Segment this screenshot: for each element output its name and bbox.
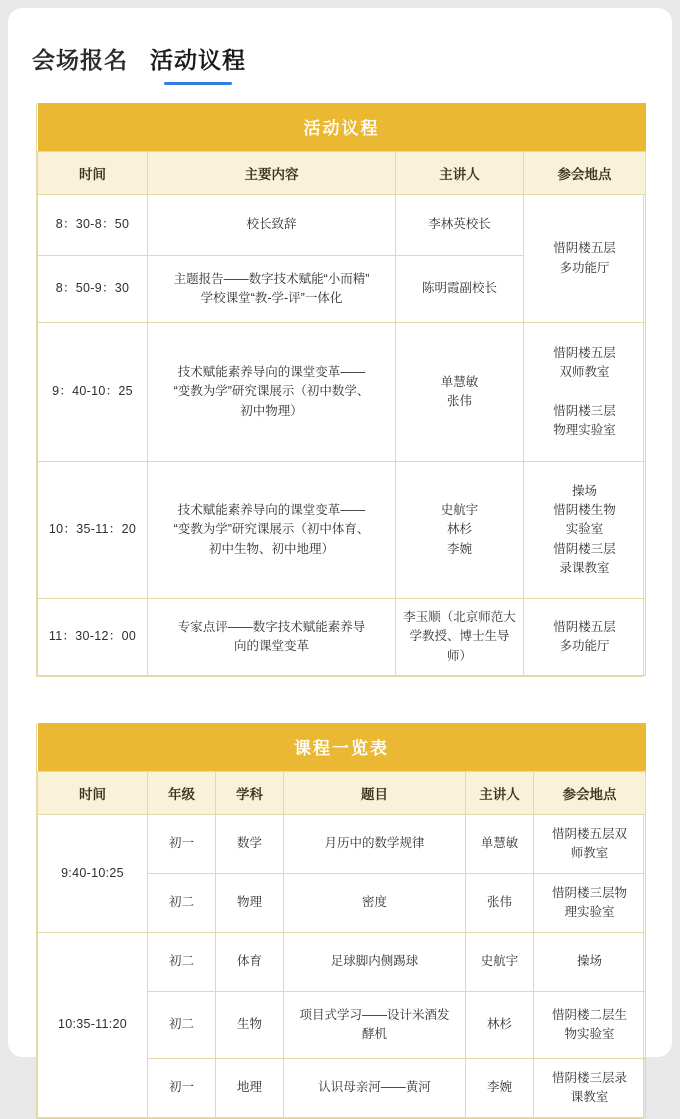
courses-header-speaker: 主讲人 [466, 772, 534, 815]
agenda-cell-content: 技术赋能素养导向的课堂变革—— “变教为学”研究课展示（初中体育、 初中生物、初中地理） [148, 462, 396, 599]
page-container [8, 8, 672, 1105]
agenda-cell-location: 惜阴楼五层 多功能厅 [524, 599, 646, 676]
agenda-cell-content: 校长致辞 [148, 195, 396, 256]
agenda-table-wrapper [36, 103, 644, 677]
courses-cell-grade: 初一 [148, 1059, 216, 1118]
courses-header-location: 参会地点 [534, 772, 646, 815]
agenda-header-content: 主要内容 [148, 152, 396, 195]
tab-activity-agenda[interactable]: 活动议程 [150, 42, 246, 85]
table-row [38, 815, 646, 874]
courses-table-wrapper [36, 723, 644, 1119]
courses-cell-location: 惜阴楼三层录 课教室 [534, 1059, 646, 1118]
courses-cell-time: 9:40-10:25 [38, 815, 148, 933]
agenda-cell-location: 惜阴楼五层 多功能厅 [524, 195, 646, 323]
courses-cell-speaker: 张伟 [466, 874, 534, 933]
courses-cell-location: 惜阴楼二层生 物实验室 [534, 992, 646, 1059]
agenda-cell-content: 主题报告——数字技术赋能“小而精” 学校课堂“教-学-评”一体化 [148, 256, 396, 323]
table-row [38, 323, 646, 462]
agenda-cell-location: 操场 惜阴楼生物 实验室 惜阴楼三层 录课教室 [524, 462, 646, 599]
table-row [38, 933, 646, 992]
courses-cell-subject: 物理 [216, 874, 284, 933]
table-row [38, 599, 646, 676]
agenda-cell-time: 8：30-8：50 [38, 195, 148, 256]
table-row [38, 195, 646, 256]
courses-cell-speaker: 林杉 [466, 992, 534, 1059]
courses-cell-speaker: 单慧敏 [466, 815, 534, 874]
courses-table [37, 723, 646, 1118]
courses-cell-topic: 密度 [284, 874, 466, 933]
agenda-title-row [38, 103, 646, 152]
courses-header-time: 时间 [38, 772, 148, 815]
courses-header-row [38, 772, 646, 815]
agenda-title: 活动议程 [38, 103, 646, 152]
agenda-cell-content: 专家点评——数字技术赋能素养导 向的课堂变革 [148, 599, 396, 676]
agenda-cell-speaker: 史航宇 林杉 李婉 [396, 462, 524, 599]
courses-cell-topic: 认识母亲河——黄河 [284, 1059, 466, 1118]
courses-cell-speaker: 史航宇 [466, 933, 534, 992]
agenda-header-time: 时间 [38, 152, 148, 195]
courses-cell-location: 惜阴楼三层物 理实验室 [534, 874, 646, 933]
agenda-cell-speaker: 陈明霞副校长 [396, 256, 524, 323]
agenda-cell-time: 9：40-10：25 [38, 323, 148, 462]
table-row [38, 462, 646, 599]
agenda-header-row [38, 152, 646, 195]
courses-cell-time: 10:35-11:20 [38, 933, 148, 1118]
agenda-cell-time: 11：30-12：00 [38, 599, 148, 676]
courses-cell-subject: 体育 [216, 933, 284, 992]
courses-cell-subject: 数学 [216, 815, 284, 874]
tab-bar [8, 8, 672, 85]
agenda-cell-speaker: 李玉顺（北京师范大 学教授、博士生导师） [396, 599, 524, 676]
agenda-cell-speaker: 李林英校长 [396, 195, 524, 256]
courses-cell-location: 惜阴楼五层双 师教室 [534, 815, 646, 874]
courses-title-row [38, 723, 646, 772]
courses-cell-grade: 初二 [148, 933, 216, 992]
courses-cell-topic: 足球脚内侧踢球 [284, 933, 466, 992]
courses-cell-location: 操场 [534, 933, 646, 992]
courses-title: 课程一览表 [38, 723, 646, 772]
agenda-table [37, 103, 646, 676]
courses-cell-speaker: 李婉 [466, 1059, 534, 1118]
courses-header-topic: 题目 [284, 772, 466, 815]
courses-cell-grade: 初二 [148, 874, 216, 933]
section-spacer [8, 677, 672, 705]
courses-header-grade: 年级 [148, 772, 216, 815]
tab-venue-signup[interactable]: 会场报名 [32, 47, 128, 73]
agenda-cell-time: 8：50-9：30 [38, 256, 148, 323]
courses-cell-grade: 初一 [148, 815, 216, 874]
courses-header-subject: 学科 [216, 772, 284, 815]
courses-cell-topic: 项目式学习——设计米酒发 酵机 [284, 992, 466, 1059]
agenda-cell-location: 惜阴楼五层 双师教室 惜阴楼三层 物理实验室 [524, 323, 646, 462]
agenda-cell-speaker: 单慧敏 张伟 [396, 323, 524, 462]
agenda-header-speaker: 主讲人 [396, 152, 524, 195]
courses-cell-subject: 生物 [216, 992, 284, 1059]
courses-cell-topic: 月历中的数学规律 [284, 815, 466, 874]
agenda-header-location: 参会地点 [524, 152, 646, 195]
agenda-cell-time: 10：35-11：20 [38, 462, 148, 599]
agenda-cell-content: 技术赋能素养导向的课堂变革—— “变教为学”研究课展示（初中数学、 初中物理） [148, 323, 396, 462]
courses-cell-subject: 地理 [216, 1059, 284, 1118]
courses-cell-grade: 初二 [148, 992, 216, 1059]
